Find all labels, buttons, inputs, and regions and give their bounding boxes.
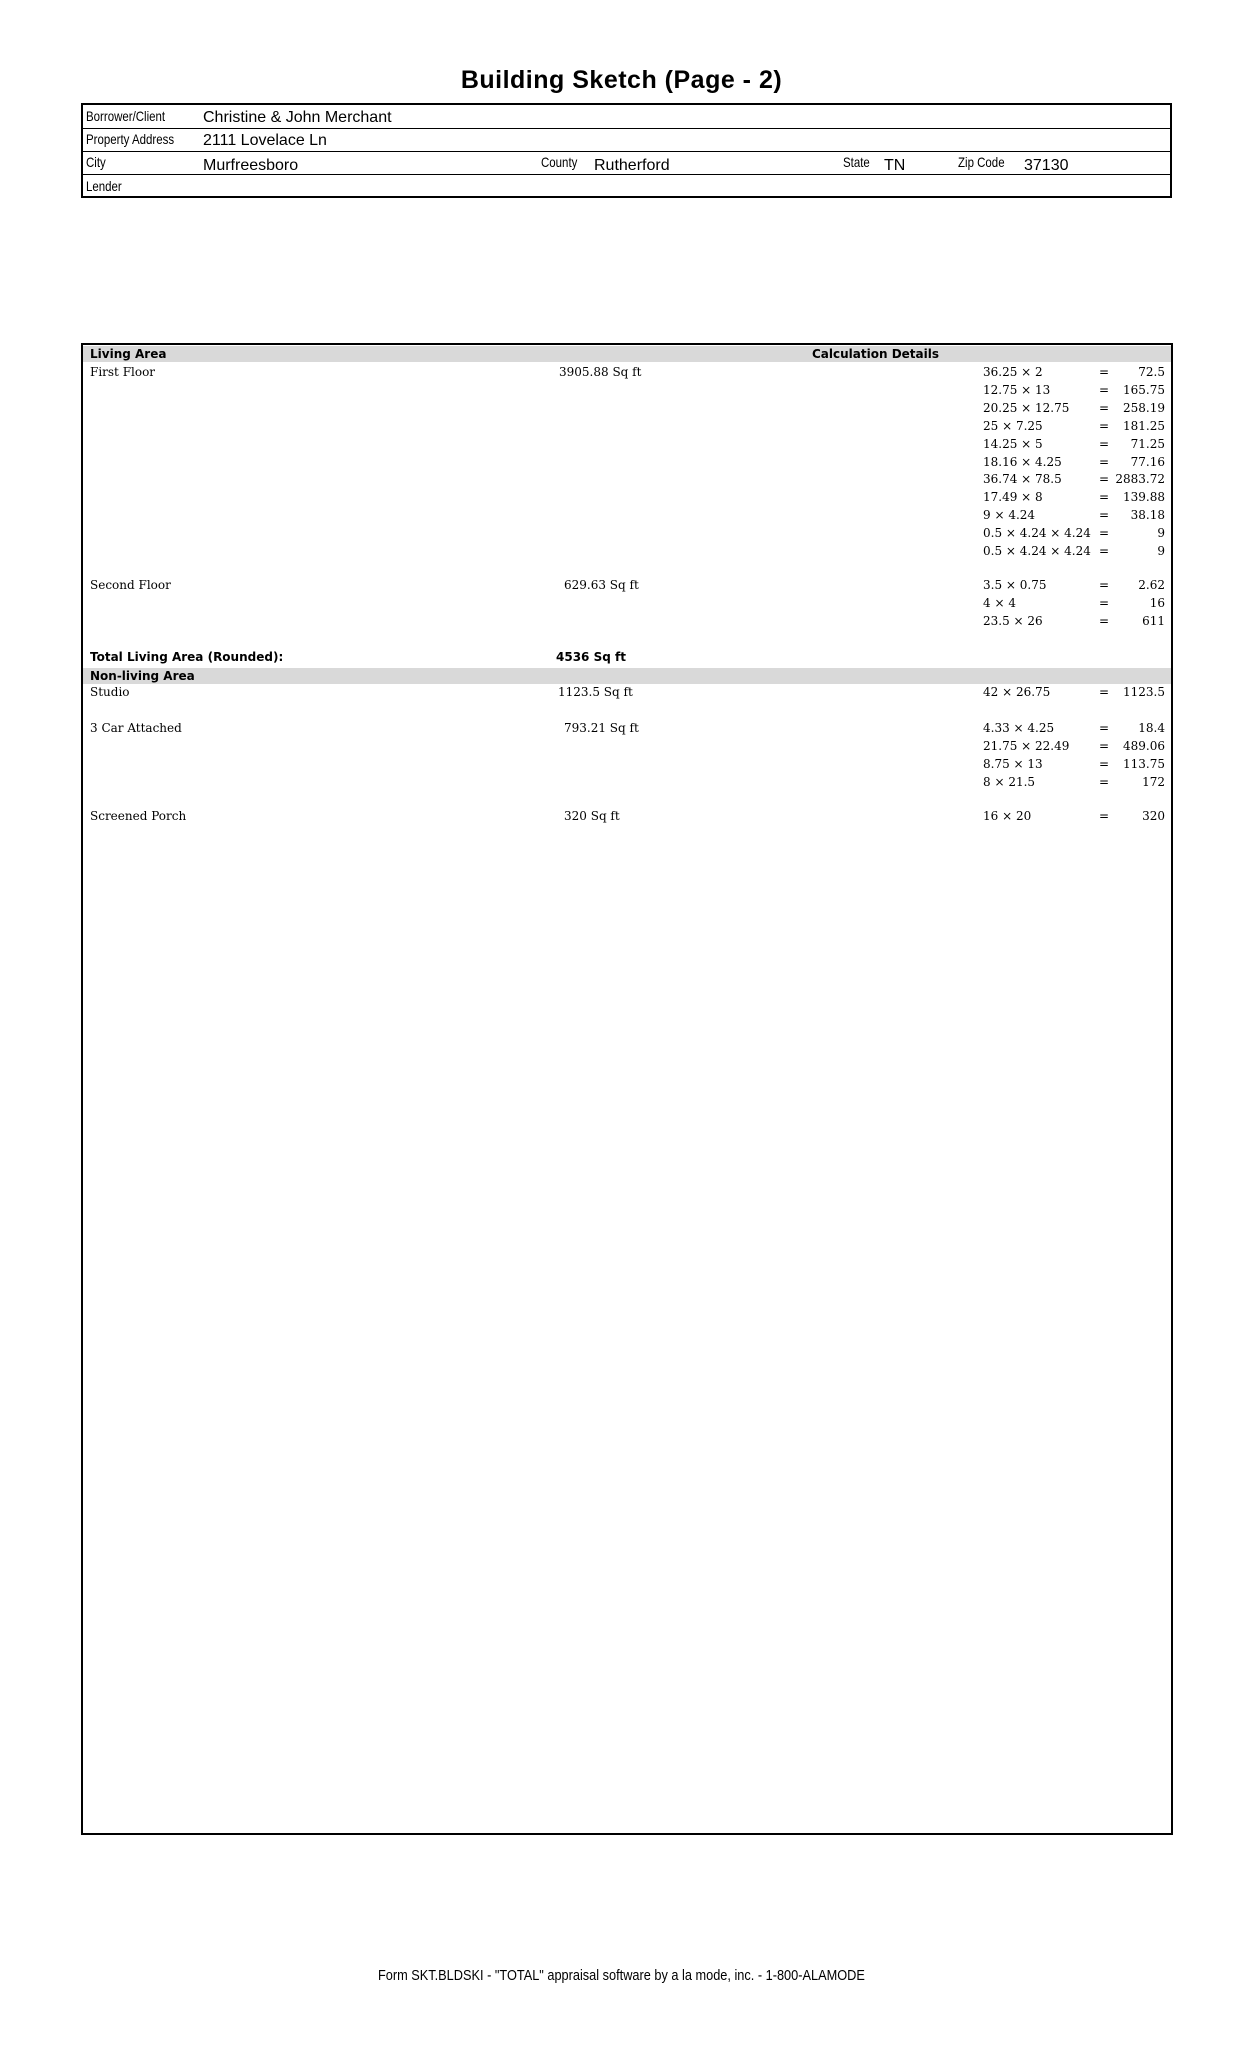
calc-result: 611 [1142, 613, 1165, 628]
calc-expression: 17.49 × 8 [983, 490, 1043, 505]
calc-equals: = [1099, 508, 1110, 523]
property-header [81, 103, 1172, 198]
calc-result: 172 [1142, 774, 1165, 789]
calc-result: 489.06 [1123, 738, 1165, 753]
calc-equals: = [1099, 738, 1110, 753]
calc-expression: 0.5 × 4.24 × 4.24 [983, 526, 1091, 541]
form-footer [0, 1967, 1243, 1984]
calc-expression: 16 × 20 [983, 809, 1032, 823]
address-label: Property Address [86, 131, 175, 147]
calc-result: 71.25 [1130, 436, 1165, 451]
lender-row [83, 175, 1170, 198]
non-living-area-heading: Non-living Area [90, 669, 195, 683]
calc-equals: = [1099, 454, 1110, 469]
total-living-label: Total Living Area (Rounded): [90, 650, 284, 664]
porch-area: 320 Sq ft [564, 809, 620, 823]
calc-result: 72.5 [1138, 365, 1165, 379]
calc-expression: 14.25 × 5 [983, 436, 1043, 451]
zip-value: 37130 [1024, 157, 1069, 174]
calc-result: 165.75 [1123, 382, 1165, 397]
calc-equals: = [1099, 774, 1110, 789]
footer-text: Form SKT.BLDSKI - "TOTAL" appraisal software by a la mode, inc. - 1-800-ALAMODE [378, 1967, 865, 1984]
calc-result: 320 [1142, 809, 1165, 823]
calc-result: 2883.72 [1115, 472, 1165, 487]
calc-expression: 18.16 × 4.25 [983, 454, 1062, 469]
city-row [83, 151, 1170, 175]
first-floor-area: 3905.88 Sq ft [559, 365, 642, 379]
calc-equals: = [1099, 436, 1110, 451]
calc-result: 38.18 [1130, 508, 1165, 523]
calc-equals: = [1099, 721, 1110, 735]
page-title: Building Sketch (Page - 2) [460, 66, 783, 94]
garage-label: 3 Car Attached [90, 721, 182, 735]
calc-expression: 42 × 26.75 [983, 685, 1051, 699]
calculation-details-heading: Calculation Details [812, 347, 940, 361]
calc-result: 113.75 [1123, 756, 1165, 771]
calc-result: 18.4 [1138, 721, 1165, 735]
living-area-header [83, 346, 1171, 362]
calc-equals: = [1099, 544, 1110, 558]
area-calculation-table [81, 343, 1173, 1835]
calc-equals: = [1099, 382, 1110, 397]
calc-equals: = [1099, 472, 1110, 487]
calc-equals: = [1099, 756, 1110, 771]
total-living-value: 4536 Sq ft [556, 650, 626, 664]
non-living-area-header [83, 668, 1171, 684]
calc-result: 139.88 [1123, 490, 1165, 505]
calc-expression: 12.75 × 13 [983, 382, 1051, 397]
calc-expression: 21.75 × 22.49 [983, 738, 1070, 753]
calc-equals: = [1099, 613, 1110, 628]
calc-expression: 25 × 7.25 [983, 418, 1043, 433]
calc-expression: 36.25 × 2 [983, 365, 1043, 379]
calc-expression: 4 × 4 [983, 595, 1016, 610]
calc-result: 16 [1149, 595, 1165, 610]
calc-equals: = [1099, 685, 1110, 699]
studio-area: 1123.5 Sq ft [558, 685, 633, 699]
calc-result: 181.25 [1123, 418, 1165, 433]
borrower-value: Christine & John Merchant [203, 109, 392, 126]
calc-equals: = [1099, 809, 1110, 823]
calc-expression: 8 × 21.5 [983, 774, 1036, 789]
calc-expression: 8.75 × 13 [983, 756, 1043, 771]
porch-label: Screened Porch [90, 809, 187, 823]
calc-result: 2.62 [1138, 578, 1165, 592]
calc-equals: = [1099, 595, 1110, 610]
calc-equals: = [1099, 418, 1110, 433]
calc-expression: 9 × 4.24 [983, 508, 1036, 523]
state-label: State [843, 154, 870, 170]
borrower-row [83, 105, 1170, 129]
lender-label: Lender [86, 178, 122, 194]
state-value: TN [884, 157, 906, 174]
calc-expression: 36.74 × 78.5 [983, 472, 1062, 487]
borrower-label: Borrower/Client [86, 108, 166, 124]
zip-label: Zip Code [958, 154, 1005, 170]
city-label: City [86, 154, 106, 170]
garage-area: 793.21 Sq ft [564, 721, 639, 735]
calc-result: 1123.5 [1123, 685, 1165, 699]
calc-result: 9 [1157, 544, 1165, 558]
second-floor-area: 629.63 Sq ft [564, 578, 639, 592]
county-value: Rutherford [594, 157, 670, 174]
second-floor-label: Second Floor [90, 578, 171, 592]
calc-expression: 20.25 × 12.75 [983, 400, 1070, 415]
calc-result: 77.16 [1130, 454, 1165, 469]
living-area-heading: Living Area [90, 347, 167, 361]
calc-expression: 23.5 × 26 [983, 613, 1043, 628]
calc-equals: = [1099, 490, 1110, 505]
studio-label: Studio [90, 685, 130, 699]
calc-equals: = [1099, 365, 1110, 379]
address-value: 2111 Lovelace Ln [203, 132, 327, 149]
calc-result: 258.19 [1123, 400, 1165, 415]
calc-expression: 4.33 × 4.25 [983, 721, 1055, 735]
calc-expression: 3.5 × 0.75 [983, 578, 1047, 592]
calc-equals: = [1099, 578, 1110, 592]
address-row [83, 128, 1170, 152]
calc-expression: 0.5 × 4.24 × 4.24 [983, 544, 1091, 558]
city-value: Murfreesboro [203, 157, 299, 174]
calc-equals: = [1099, 526, 1110, 541]
calc-equals: = [1099, 400, 1110, 415]
calc-result: 9 [1157, 526, 1165, 541]
county-label: County [541, 154, 578, 170]
first-floor-label: First Floor [90, 365, 156, 379]
